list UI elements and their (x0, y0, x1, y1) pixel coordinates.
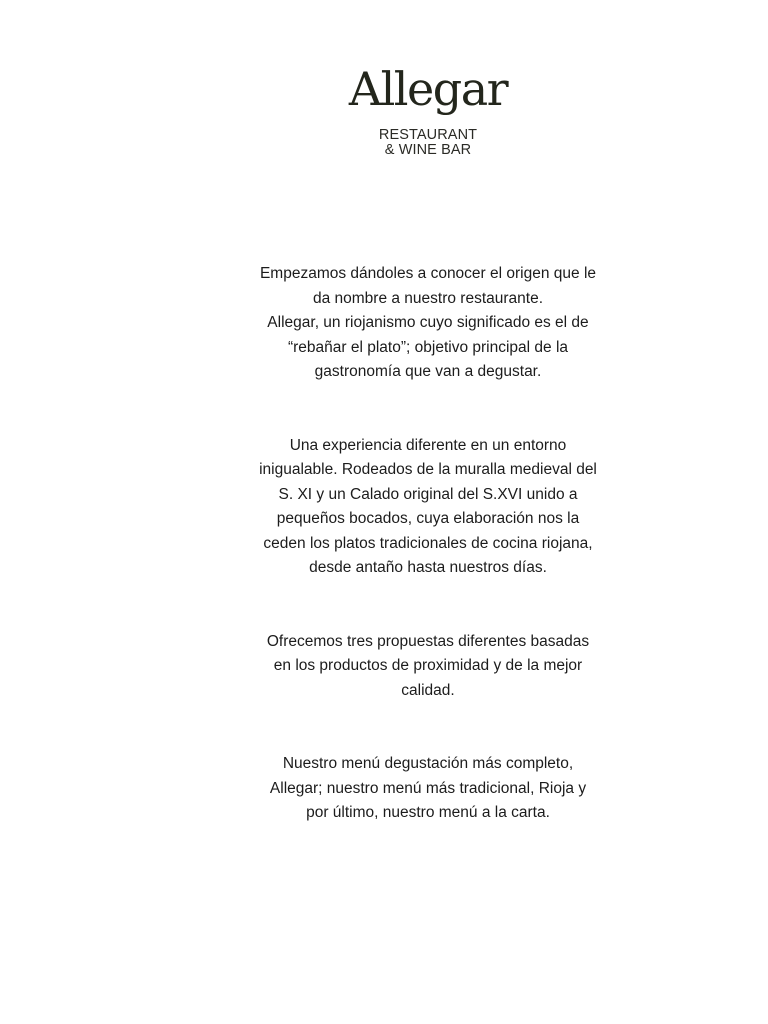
text-line: ceden los platos tradicionales de cocina riojana, (263, 534, 593, 552)
text-line: gastronomía que van a degustar. (314, 363, 542, 380)
paragraph-menus (248, 752, 608, 826)
text-line: Una experiencia diferente en un entorno (289, 436, 567, 454)
brand-subtitle-line-1: RESTAURANT (378, 127, 478, 143)
text-line: Nuestro menú degustación más completo, (282, 755, 574, 772)
paragraph-proposals (248, 630, 608, 704)
text-line: Empezamos dándoles a conocer el origen que le (259, 265, 597, 282)
text-line: da nombre a nuestro restaurante. (312, 289, 544, 307)
text-line: calidad. (401, 681, 455, 699)
text-line: Allegar; nuestro menú más tradicional, Rioja y (269, 779, 587, 797)
text-line: Allegar, un riojanismo cuyo significado es el de (267, 314, 589, 331)
text-line: por último, nuestro menú a la carta. (306, 804, 550, 821)
intro-text (248, 262, 608, 826)
text-line: S. XI y un Calado original del S.XVI unido a (278, 485, 578, 503)
brand-name: Allegar (348, 62, 508, 116)
paragraph-origin (248, 262, 608, 385)
paragraph-experience (248, 434, 608, 581)
brand-logo (0, 60, 768, 158)
brand-subtitle (88, 128, 768, 158)
brand-subtitle-line-2: & WINE BAR (384, 142, 472, 158)
text-line: en los productos de proximidad y de la mejor (273, 657, 583, 674)
text-line: desde antaño hasta nuestros días. (309, 559, 547, 576)
text-line: pequeños bocados, cuya elaboración nos la (276, 510, 580, 527)
text-line: inigualable. Rodeados de la muralla medieval del (259, 461, 597, 478)
text-line: Ofrecemos tres propuestas diferentes basadas (266, 632, 590, 650)
text-line: “rebañar el plato”; objetivo principal de la (287, 338, 569, 356)
